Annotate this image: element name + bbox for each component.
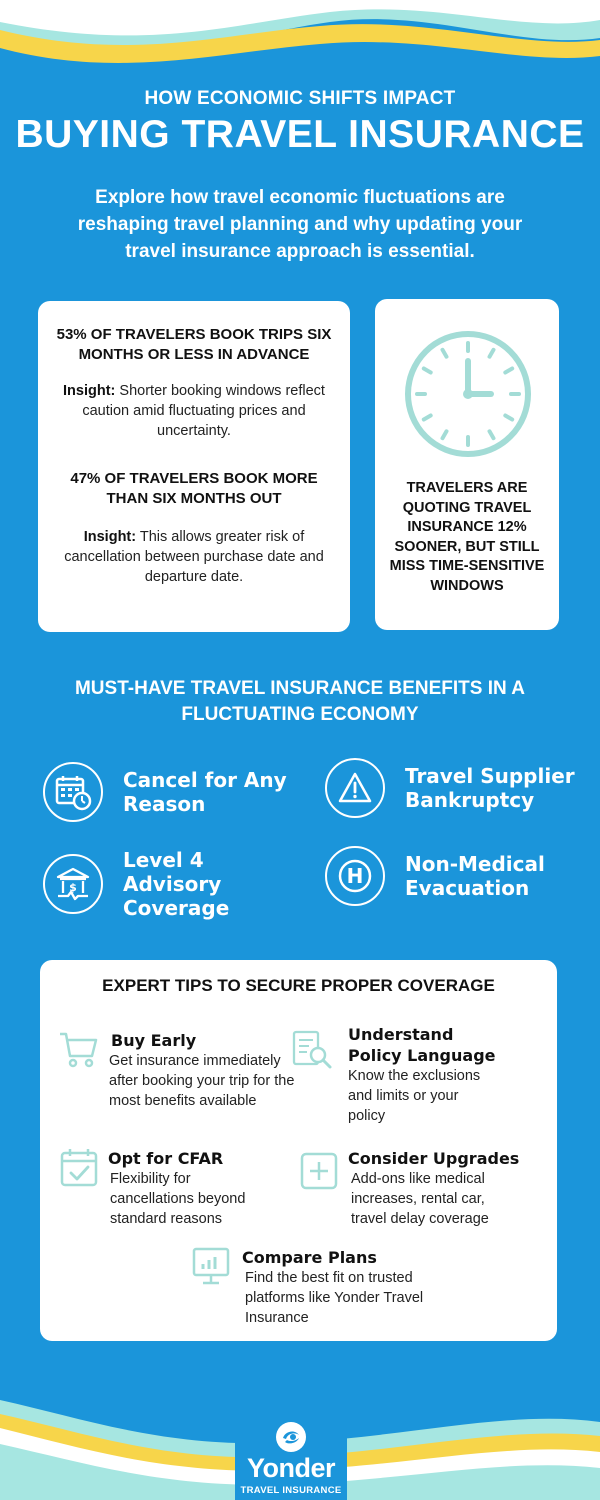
benefit-label: Level 4 Advisory Coverage (123, 848, 230, 920)
expert-tips-card (40, 960, 557, 1341)
logo-name: Yonder (246, 1453, 335, 1483)
clock-card-text: TRAVELERS ARE QUOTING TRAVEL INSURANCE 12% SOONER, BUT STILL MISS TIME-SENSITIVE WINDOWS (389, 480, 545, 594)
tip-heading: Compare Plans (242, 1248, 377, 1267)
benefit-label: Non-Medical Evacuation (405, 852, 545, 900)
benefit-non-medical-evacuation (325, 846, 575, 906)
header-kicker: HOW ECONOMIC SHIFTS IMPACT (144, 88, 456, 109)
tip-body: Add-ons like medical increases, rental car, travel delay coverage (351, 1171, 489, 1227)
stats-card (38, 301, 350, 632)
stat-1-heading: 53% OF TRAVELERS BOOK TRIPS SIX MONTHS OR LESS IN ADVANCE (56, 326, 332, 363)
hospital-icon (325, 846, 385, 906)
stat-1-insight-text: Shorter booking windows reflect caution amid fluctuating prices and uncertainty. (82, 383, 325, 439)
tip-heading: Consider Upgrades (348, 1149, 520, 1168)
tips-title: EXPERT TIPS TO SECURE PROPER COVERAGE (102, 976, 495, 995)
benefit-label: Cancel for Any Reason (123, 768, 287, 816)
tip-body: Flexibility for cancellations beyond standard reasons (110, 1171, 246, 1227)
bank-icon (43, 854, 103, 914)
yonder-logo-mark (275, 1421, 307, 1453)
benefit-cancel-any-reason (43, 762, 293, 822)
document-search-icon (290, 1028, 334, 1072)
benefits-title: MUST-HAVE TRAVEL INSURANCE BENEFITS IN A FLUCTUATING ECONOMY (74, 678, 526, 725)
tip-heading: Understand Policy Language (348, 1025, 496, 1065)
calendar-clock-icon (43, 762, 103, 822)
clock-icon (403, 329, 533, 459)
calendar-check-icon (58, 1146, 102, 1190)
stat-2-heading: 47% OF TRAVELERS BOOK MORE THAN SIX MONTHS OUT (70, 470, 318, 507)
page-title: BUYING TRAVEL INSURANCE (15, 113, 585, 156)
top-wave-decoration (0, 0, 600, 95)
svg-text:H: H (346, 864, 364, 888)
stat-2-insight-label: Insight: (83, 529, 137, 545)
tip-body: Know the exclusions and limits or your policy (348, 1068, 481, 1124)
plus-icon (298, 1150, 342, 1194)
tip-body: Get insurance immediately after booking your trip for the most benefits available (109, 1053, 295, 1109)
stat-1-insight (56, 381, 332, 441)
chart-monitor-icon (190, 1245, 234, 1289)
logo-subtitle: TRAVEL INSURANCE (240, 1485, 342, 1496)
benefit-level4-advisory (43, 848, 303, 920)
clock-card (375, 299, 559, 630)
cart-icon (56, 1026, 100, 1070)
tip-heading: Buy Early (111, 1031, 197, 1050)
benefit-supplier-bankruptcy (325, 758, 575, 818)
yonder-logo (235, 1415, 347, 1500)
warning-icon (325, 758, 385, 818)
benefit-label: Travel Supplier Bankruptcy (405, 764, 575, 812)
svg-text:$: $ (69, 881, 77, 894)
intro-text: Explore how travel economic fluctuations are reshaping travel planning and why updating your travel insurance approach is essential. (77, 187, 523, 262)
tip-body: Find the best fit on trusted platforms like Yonder Travel Insurance (245, 1270, 424, 1326)
stat-2-insight-text: This allows greater risk of cancellation between purchase date and departure date. (64, 529, 324, 585)
tip-heading: Opt for CFAR (108, 1149, 224, 1168)
stat-1-insight-label: Insight: (63, 383, 116, 399)
stat-2-insight (56, 527, 332, 587)
